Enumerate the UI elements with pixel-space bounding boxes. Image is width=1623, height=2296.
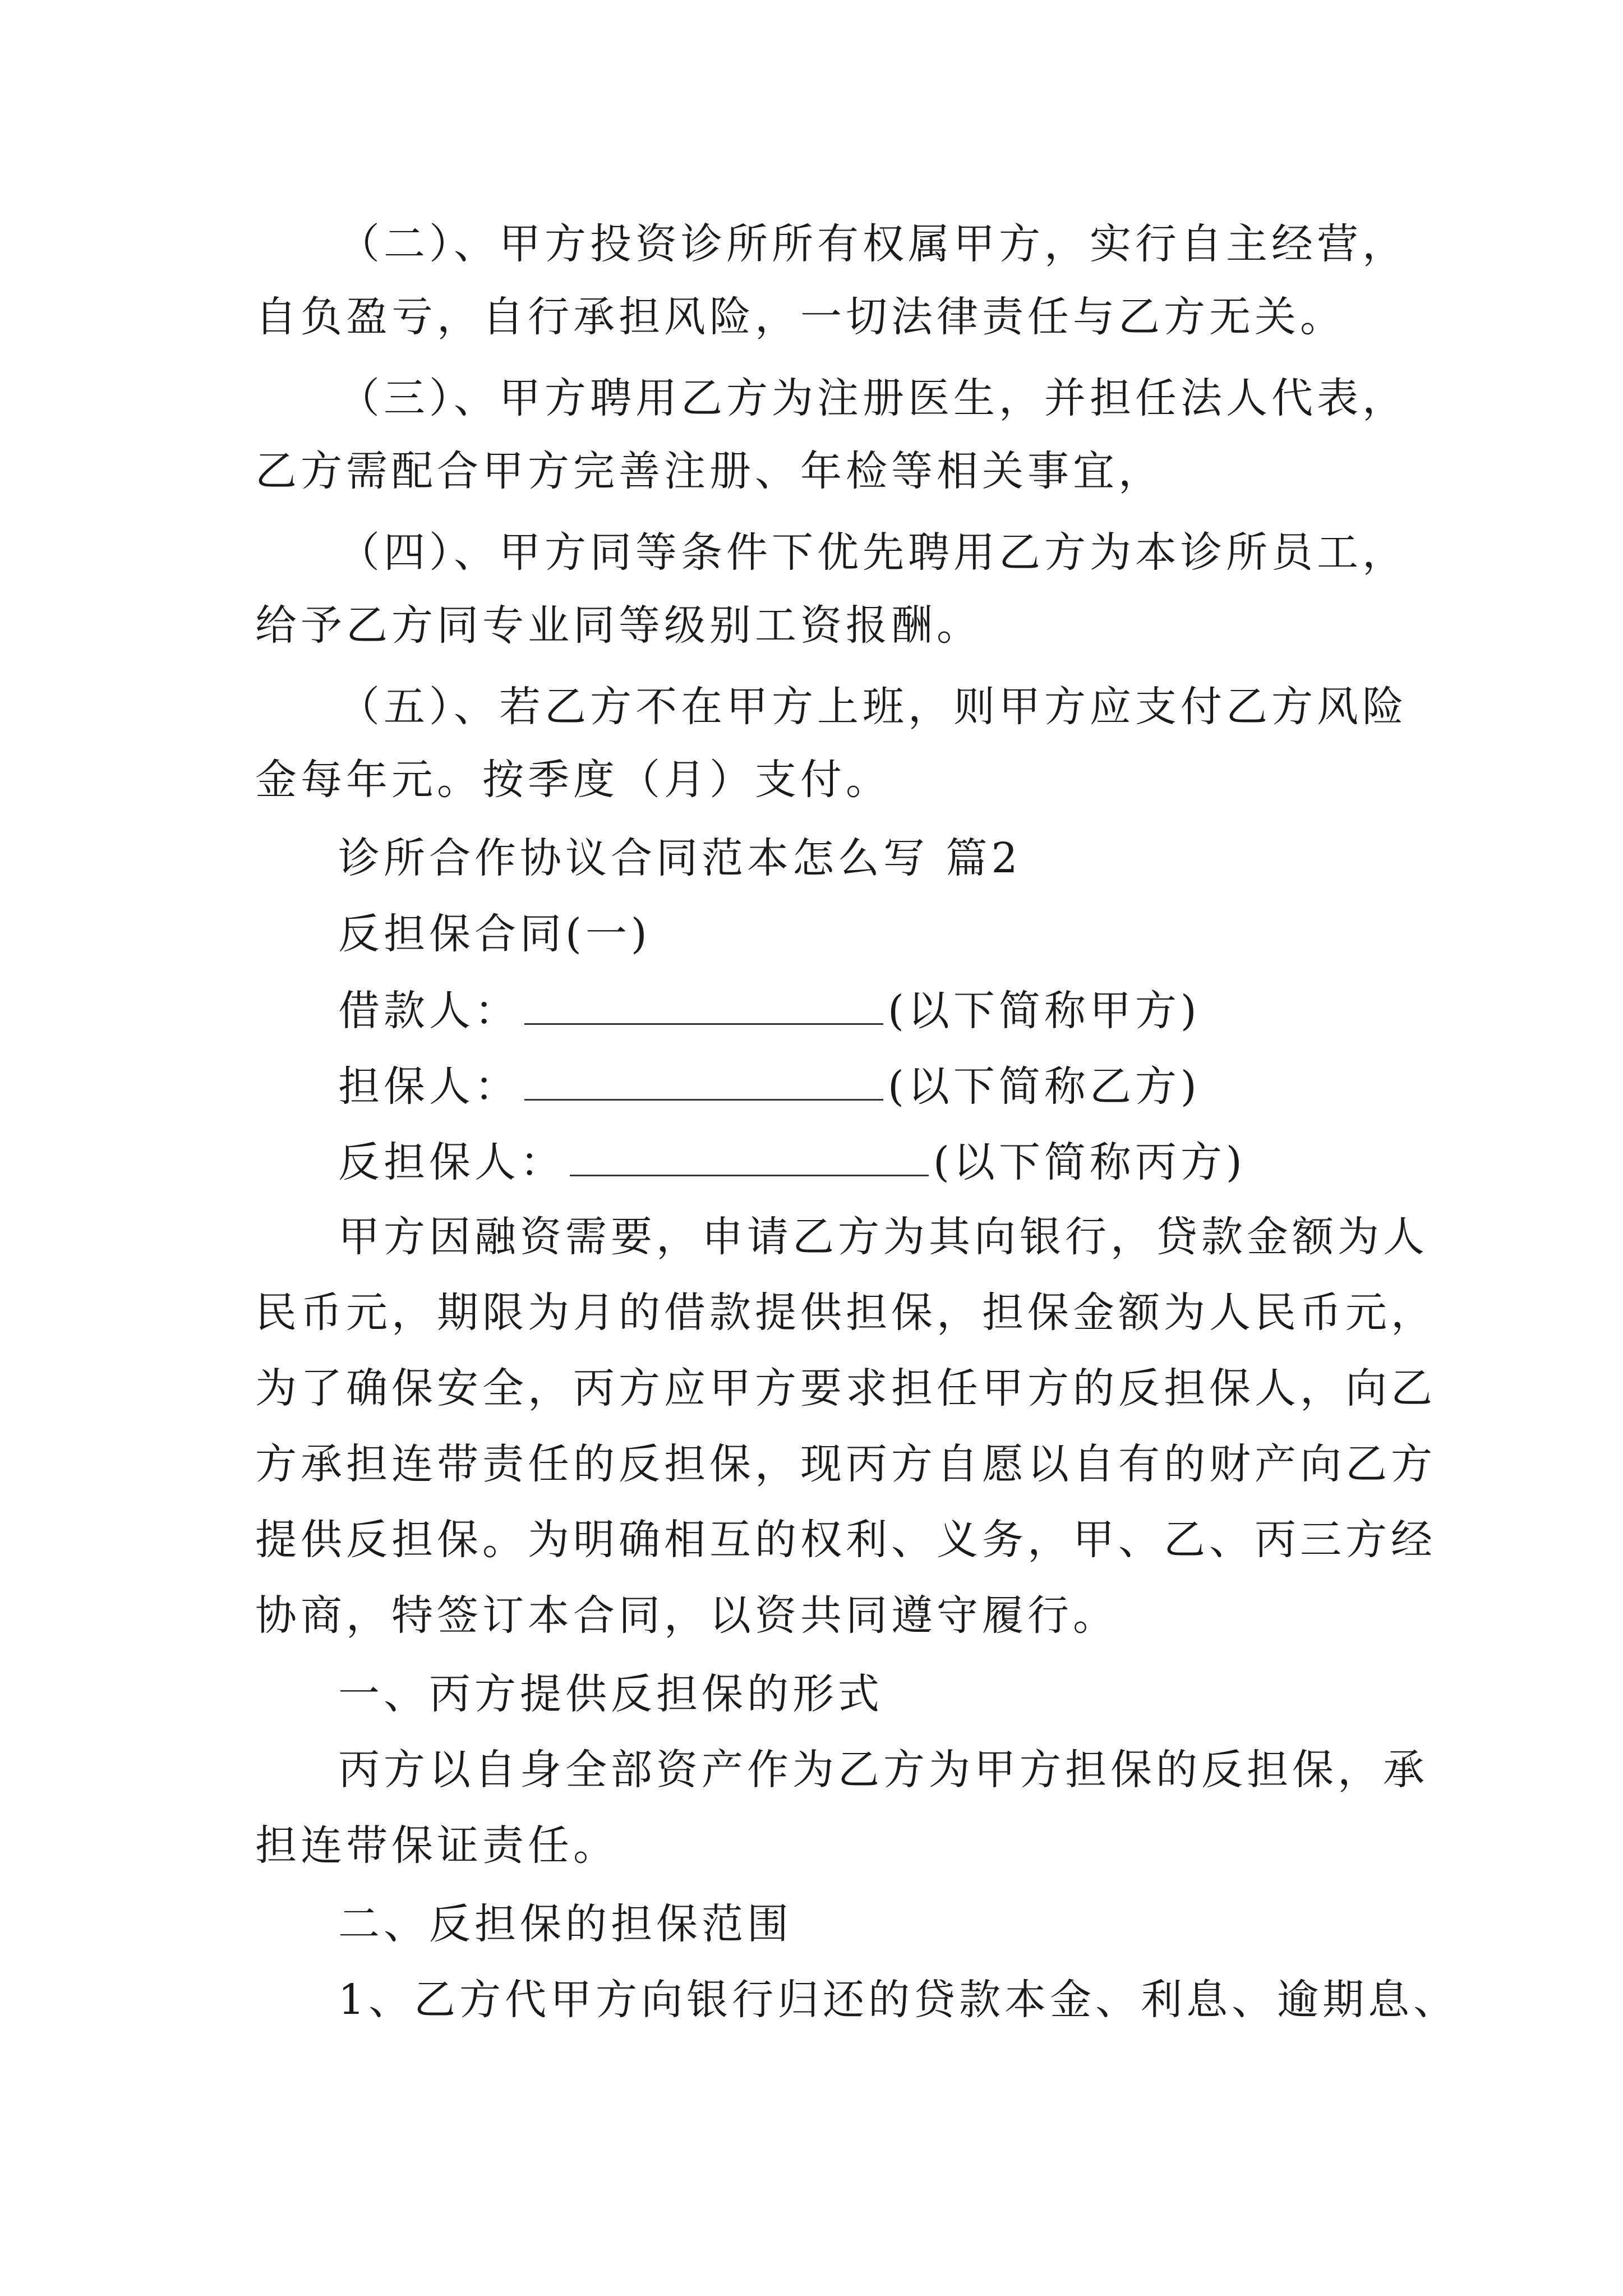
party-guarantor-label: 担保人： (338, 1062, 520, 1111)
party-borrower (338, 982, 1201, 1039)
paragraph-5-line-1: （五）、若乙方不在甲方上班，则甲方应支付乙方风险 (338, 683, 1408, 731)
clause-1-line-2: 担连带保证责任。 (255, 1821, 619, 1870)
preamble-line-4: 方承担连带责任的反担保，现丙方自愿以自有的财产向乙方 (255, 1440, 1436, 1488)
section-heading: 诊所合作协议合同范本怎么写 篇2 (338, 834, 1022, 882)
clause-1-heading: 一、丙方提供反担保的形式 (338, 1670, 883, 1718)
party-borrower-blank (524, 982, 883, 1025)
preamble-line-6: 协商，特签订本合同，以资共同遵守履行。 (255, 1591, 1118, 1640)
preamble-line-1: 甲方因融资需要，申请乙方为其向银行，贷款金额为人 (338, 1213, 1428, 1261)
paragraph-2-line-2: 自负盈亏，自行承担风险，一切法律责任与乙方无关。 (255, 293, 1345, 341)
party-counter-guarantor (338, 1133, 1246, 1190)
party-counter-guarantor-suffix: (以下简称丙方) (933, 1138, 1246, 1186)
party-guarantor (338, 1057, 1201, 1115)
preamble-line-3: 为了确保安全，丙方应甲方要求担任甲方的反担保人，向乙 (255, 1364, 1436, 1412)
paragraph-2-line-1: （二）、甲方投资诊所所有权属甲方，实行自主经营， (338, 220, 1408, 268)
paragraph-4-line-1: （四）、甲方同等条件下优先聘用乙方为本诊所员工， (338, 528, 1408, 577)
paragraph-3-line-2: 乙方需配合甲方完善注册、年检等相关事宜， (255, 447, 1164, 495)
party-borrower-label: 借款人： (338, 987, 520, 1035)
contract-title: 反担保合同(一) (338, 910, 651, 958)
party-guarantor-blank (524, 1057, 883, 1101)
clause-2-heading: 二、反担保的担保范围 (338, 1900, 792, 1948)
clause-1-line-1: 丙方以自身全部资产作为乙方为甲方担保的反担保，承 (338, 1746, 1428, 1794)
party-borrower-suffix: (以下简称甲方) (888, 987, 1201, 1035)
preamble-line-2: 民币元，期限为月的借款提供担保，担保金额为人民币元， (255, 1289, 1436, 1337)
clause-2-line-1: 1、乙方代甲方向银行归还的贷款本金、利息、逾期息、 (338, 1976, 1459, 2024)
party-guarantor-suffix: (以下简称乙方) (888, 1062, 1201, 1111)
paragraph-4-line-2: 给予乙方同专业同等级别工资报酬。 (255, 601, 982, 650)
paragraph-5-line-2: 金每年元。按季度（月）支付。 (255, 756, 891, 804)
party-counter-guarantor-label: 反担保人： (338, 1138, 565, 1186)
preamble-line-5: 提供反担保。为明确相互的权利、义务，甲、乙、丙三方经 (255, 1516, 1436, 1564)
party-counter-guarantor-blank (570, 1133, 929, 1176)
paragraph-3-line-1: （三）、甲方聘用乙方为注册医生，并担任法人代表， (338, 374, 1408, 422)
